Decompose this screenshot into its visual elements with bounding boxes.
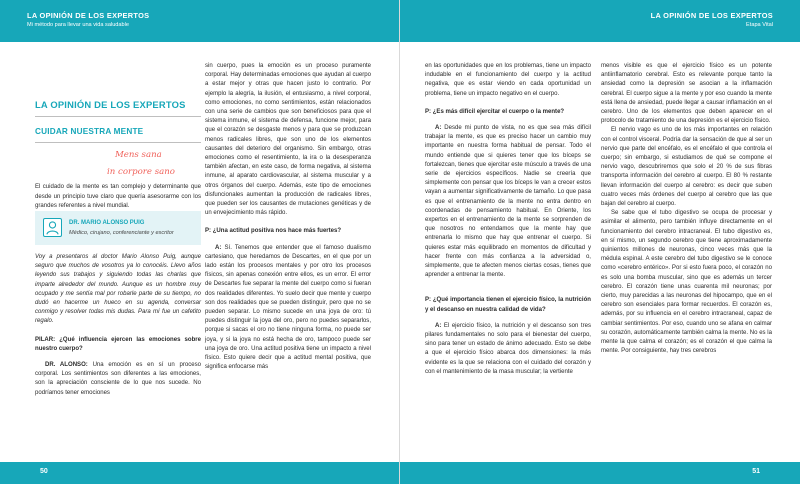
header-band xyxy=(0,0,399,42)
answer-paragraph xyxy=(35,361,201,398)
header-band xyxy=(400,0,800,42)
answer-paragraph xyxy=(425,322,591,377)
divider xyxy=(35,142,201,143)
footer-band xyxy=(0,462,399,484)
question: P: ¿Una actitud positiva nos hace más fuertes? xyxy=(205,228,342,235)
running-subtitle: Mi método para llevar una vida saludable xyxy=(27,22,129,28)
page-number: 51 xyxy=(752,468,760,475)
right-column-2 xyxy=(601,62,772,357)
intro-paragraph: El cuidado de la mente es tan complejo y determinante que desde un principio tuve claro que quería asesorarme con los grandes referentes a nivel mundial. xyxy=(35,184,201,209)
answer-lead: A: xyxy=(215,244,222,251)
body-paragraph: El nervio vago es uno de los más importantes en relación con el control visceral. Podría dar la sensación de que al ser un nervio que parte del encéfalo, es el encéfalo el que controla el cuerpo; sin embargo, si estudiamos de qué se compone el nervio vago, descubriremos que solo el 20 % de sus fibras transporta información del cerebro al cuerpo. El 80 % restante llevan información del cuerpo al cerebro: es decir que suben cuatro veces más órdenes del cuerpo al cerebro que las que bajan del cerebro al cuerpo. xyxy=(601,127,772,208)
answer-paragraph xyxy=(205,244,371,373)
running-title: LA OPINIÓN DE LOS EXPERTOS xyxy=(27,11,150,20)
left-column-2 xyxy=(205,62,371,373)
expert-profile-box xyxy=(35,211,201,245)
answer-lead: DR. ALONSO: xyxy=(45,362,88,369)
answer-lead: A: xyxy=(435,125,442,132)
right-page xyxy=(400,0,800,484)
body-paragraph: sin cuerpo, pues la emoción es un proceso puramente corporal. Hay determinadas emociones que ayudan al cuerpo a estar mejor y otras que hacen justo lo contrario. Por ejemplo la alegría, la ilusión, el entusiasmo, a nivel corporal, como emociones, no como sentimientos, están relacionados con una serie de cambios que son beneficiosos para que el sistema inmune, el sistema de defensa, funcione mejor, para que el corazón se desgaste menos y para que se produzcan menos radicales libres, que son uno de los elementos causantes del deterioro del organismo. Sin embargo, otras emociones como el resentimiento, la ira o la desesperanza también afectan, en este caso, de forma negativa, al sistema inmune, al aparato cardiovascular, al sistema muscular y a otros órganos del cuerpo. Además, este tipo de emociones disfuncionales aumentan la producción de radicales libres, que pueden ser los causantes de mutaciones genéticas y de un envejecimiento más rápido. xyxy=(205,63,371,217)
right-column-1 xyxy=(425,62,591,377)
answer-text: Desde mi punto de vista, no es que sea más difícil trabajar la mente, es que es preciso hacer un cambio muy importante en nuestra forma habitual de pensar. Todo el mundo entiende que si quieres tener que los bíceps se fortalezcan, tienes que ejercitar este músculo a través de una serie de ejercicios específicos. Nadie se creería que simplemente con pensar que los bíceps le van a crecer estos vayan a aumentar significativamente de tamaño. Lo que pasa es que el entrenamiento de la mente no entra dentro en coordenadas de pensamiento habitual. En Oriente, los expertos en el entrenamiento de la mente se sorprenden de que nosotros no entendamos que la mente hay que entrenarla lo mismo que hay que entrenar el cuerpo. Si quieres estar más equilibrado en momentos de dificultad y hacer frente con más confianza a la adversidad o, simplemente, que te afecten menos ciertas cosas, tienes que aprender a entrenar la mente. xyxy=(425,125,591,279)
answer-text: Sí. Tenemos que entender que el famoso dualismo cartesiano, que heredamos de Descartes, en el que por un lado están los procesos mentales y por otro los procesos físicos, sin apenas conexión entre ellos, es un error. El error de Descartes fue separar la mente del cuerpo como si fueran dos realidades diferentes. Yo suelo decir que mente y cuerpo son dos realidades que se pueden distinguir, pero que no se pueden separar. Lo mismo sucede en una joya de oro: tú puedes distinguir la joya del oro, pero no puedes separarlos, porque si sacas el oro no tiene ninguna forma, no puede ser joya, y si la joya no está hecha de oro, tampoco puede ser una joya de oro. Una actitud positiva tiene un impacto a nivel físico. Esto quiere decir que a actitud mental positiva, que significa enfocarse más xyxy=(205,244,371,371)
answer-text: Una emoción es en sí un proceso corporal. Los sentimientos son diferentes a las emociones, son la apreciación consciente de lo que nos sucede. No podríamos tener emociones xyxy=(35,362,201,396)
subsection-title: CUIDAR NUESTRA MENTE xyxy=(35,127,144,137)
running-title: LA OPINIÓN DE LOS EXPERTOS xyxy=(650,11,773,20)
answer-lead: A: xyxy=(435,322,442,329)
question: P: ¿Qué importancia tienen el ejercicio físico, la nutrición y el descanso en nuestra calidad de vida? xyxy=(425,297,591,313)
footer-band xyxy=(400,462,800,484)
question: PILAR: ¿Qué influencia ejercen las emociones sobre nuestro cuerpo? xyxy=(35,336,201,352)
body-paragraph: en las oportunidades que en los problemas, tiene un impacto indudable en el funcionamiento del cuerpo y la actitud negativa, que es estar viendo en cada oportunidad un problema, tiene un impacto negativo en el cuerpo. xyxy=(425,63,591,97)
answer-text: El ejercicio físico, la nutrición y el descanso son tres pilares fundamentales no solo para el bienestar del cuerpo, sino para tener un estado de ánimo adecuado. Esto se debe a que el ejercicio físico abarca dos dimensiones: la más evidente es la que se relaciona con el cuidado del corazón y con el mantenimiento de la masa muscular; la vertiente xyxy=(425,322,591,375)
section-title: LA OPINIÓN DE LOS EXPERTOS xyxy=(35,99,186,110)
script-line-1: Mens sana xyxy=(115,150,162,161)
divider xyxy=(35,116,201,117)
script-line-2: in corpore sano xyxy=(107,167,175,178)
body-paragraph: menos visible es que el ejercicio físico es un potente antiinflamatorio cerebral. Esto es relevante porque tanto la ansiedad como la depresión se asocian a la inflamación cerebral. El cuerpo sigue a la mente y por eso cuando la mente está llena de ansiedad, puede llegar a causar inflamación en el cerebro. Uno de los elementos que deben aparecer en el protocolo de tratamiento de una depresión es el ejercicio físico. xyxy=(601,63,772,125)
question: P: ¿Es más difícil ejercitar el cuerpo o la mente? xyxy=(425,108,565,115)
expert-name: DR. MARIO ALONSO PUIG xyxy=(69,220,145,227)
answer-paragraph xyxy=(425,124,591,280)
script-quote xyxy=(35,149,201,183)
running-subtitle: Etapa Vital xyxy=(746,22,773,28)
person-icon xyxy=(43,218,62,237)
left-column-1 xyxy=(35,58,201,398)
italic-introduction: Voy a presentaros al doctor Mario Alonso Puig, aunque seguro que muchos de vosotros ya lo conocéis. Llevo años leyendo sus trabajos y siguiendo todas las charlas que imparte alrededor del mundo. Aunque es un hombre muy ocupado y me sentía mal por robarle parte de su tiempo, no dudó en hacerme un hueco en su agenda, conversar conmigo y resolver todas mis dudas. Para mí fue un cafetito regalo. xyxy=(35,254,201,325)
expert-role: Médico, cirujano, conferenciante y escritor xyxy=(69,230,174,237)
body-paragraph: Se sabe que el tubo digestivo se ocupa de procesar y asimilar el alimento, pero también influye directamente en el funcionamiento del cerebro intracraneal. El tubo digestivo es, en sí mismo, un segundo cerebro que tiene aproximadamente quinientos millones de neuronas, cinco veces más que la médula espinal. A este cerebro del tubo digestivo se le conoce como «cerebro entérico». Por si esto fuera poco, el corazón no es solo una bomba muscular, sino que es además un tercer cerebro. El corazón tiene unas cuarenta mil neuronas; por cierto, muy parecidas a las neuronas del hipocampo, que en el cerebro son esenciales para formar recuerdos. El corazón es, además, por su influencia en el cerebro intracraneal, capaz de cambiar sentimientos. Por eso, cuando uno se afana en calmar su corazón, automáticamente también calma la mente. No es la mente la que calma el corazón; es el corazón el que calma la mente. Por consiguiente, hay tres cerebros xyxy=(601,210,772,355)
page-number: 50 xyxy=(40,468,48,475)
